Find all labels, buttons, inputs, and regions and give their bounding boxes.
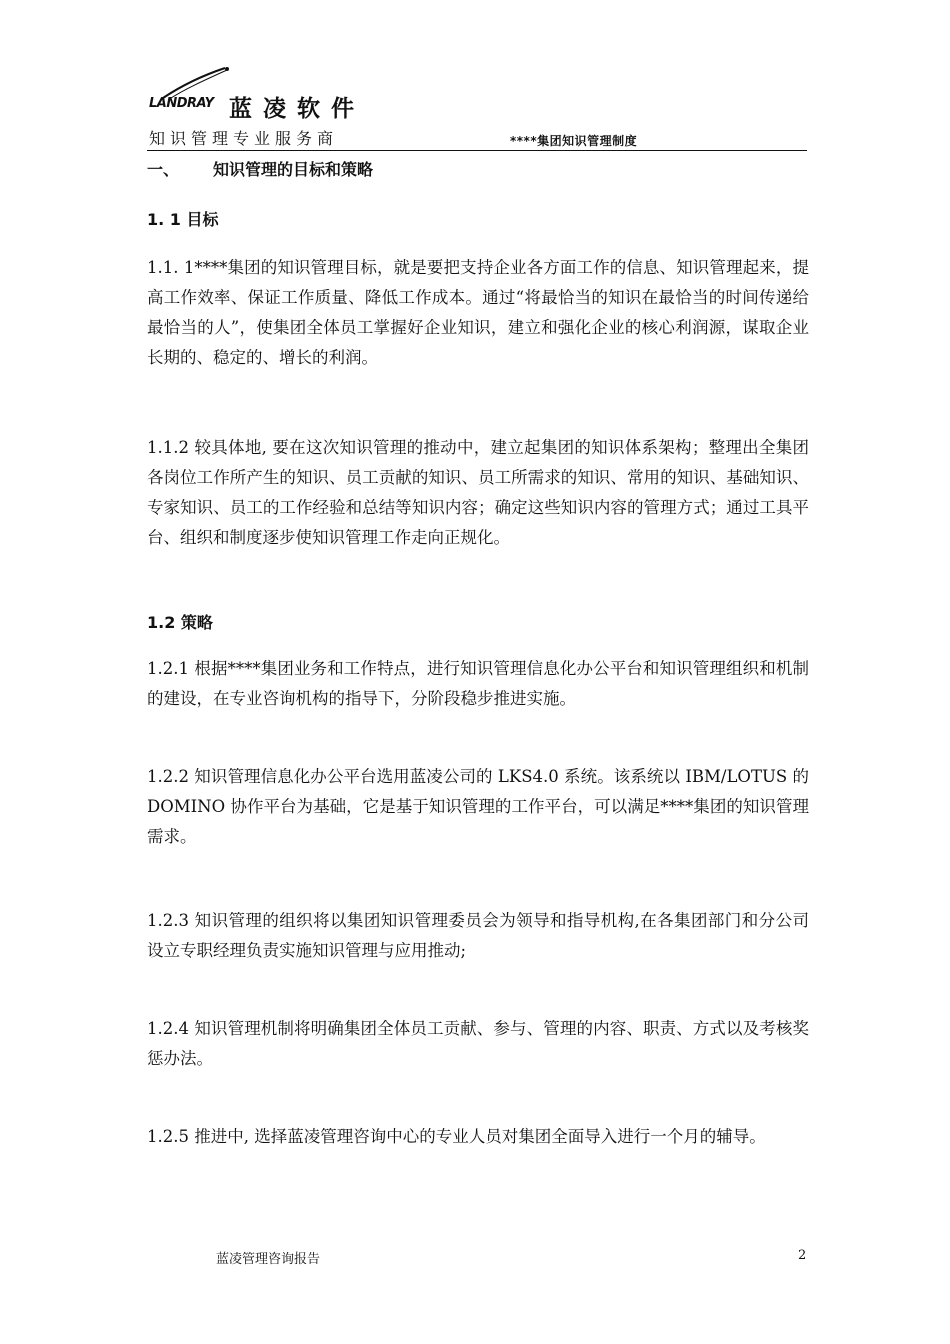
subsection-heading-strategy: 1.2 策略 [147,613,213,632]
section-number: 一、 [147,160,180,179]
paragraph-1-1-1: 1.1. 1****集团的知识管理目标，就是要把支持企业各方面工作的信息、知识管理起来，提高工作效率、保证工作质量、降低工作成本。通过“将最恰当的知识在最恰当的时间传递给最恰当的人”，使集团全体员工掌握好企业知识，建立和强化企业的核心利润源，谋取企业长期的、稳定的、增长的利润。 [147,258,809,367]
paragraph-1-2-3: 1.2.3 知识管理的组织将以集团知识管理委员会为领导和指导机构,在各集团部门和分公司设立专职经理负责实施知识管理与应用推动; [147,911,809,960]
section-heading [147,157,373,180]
footer-report-name: 蓝凌管理咨询报告 [216,1252,321,1267]
paragraph-1-2-4: 1.2.4 知识管理机制将明确集团全体员工贡献、参与、管理的内容、职责、方式以及考核奖惩办法。 [147,1019,809,1068]
paragraph-1-2-1: 1.2.1 根据****集团业务和工作特点，进行知识管理信息化办公平台和知识管理组织和机制的建设，在专业咨询机构的指导下，分阶段稳步推进实施。 [147,659,809,708]
company-logo [147,66,377,150]
logo-tagline: 知识管理专业服务商 [149,129,339,148]
section-title: 知识管理的目标和策略 [213,160,374,179]
header-divider [147,150,807,151]
page-number: 2 [798,1248,807,1263]
logo-brand-cn: 蓝凌软件 [229,96,365,122]
logo-brand-en: LANDRAY [149,96,214,111]
paragraph-1-2-2: 1.2.2 知识管理信息化办公平台选用蓝凌公司的 LKS4.0 系统。该系统以 IBM/LOTUS 的 DOMINO 协作平台为基础，它是基于知识管理的工作平台，可以满足****集团的知识管理需求。 [147,767,809,846]
paragraph-1-2-5: 1.2.5 推进中, 选择蓝凌管理咨询中心的专业人员对集团全面导入进行一个月的辅导。 [147,1127,766,1146]
subsection-heading-goals: 1. 1 目标 [147,210,219,229]
paragraph-1-1-2: 1.1.2 较具体地, 要在这次知识管理的推动中，建立起集团的知识体系架构；整理出全集团各岗位工作所产生的知识、员工贡献的知识、员工所需求的知识、常用的知识、基础知识、专家知识、员工的工作经验和总结等知识内容；确定这些知识内容的管理方式；通过工具平台、组织和制度逐步使知识管理工作走向正规化。 [147,438,809,547]
header-document-title: ****集团知识管理制度 [510,134,638,148]
